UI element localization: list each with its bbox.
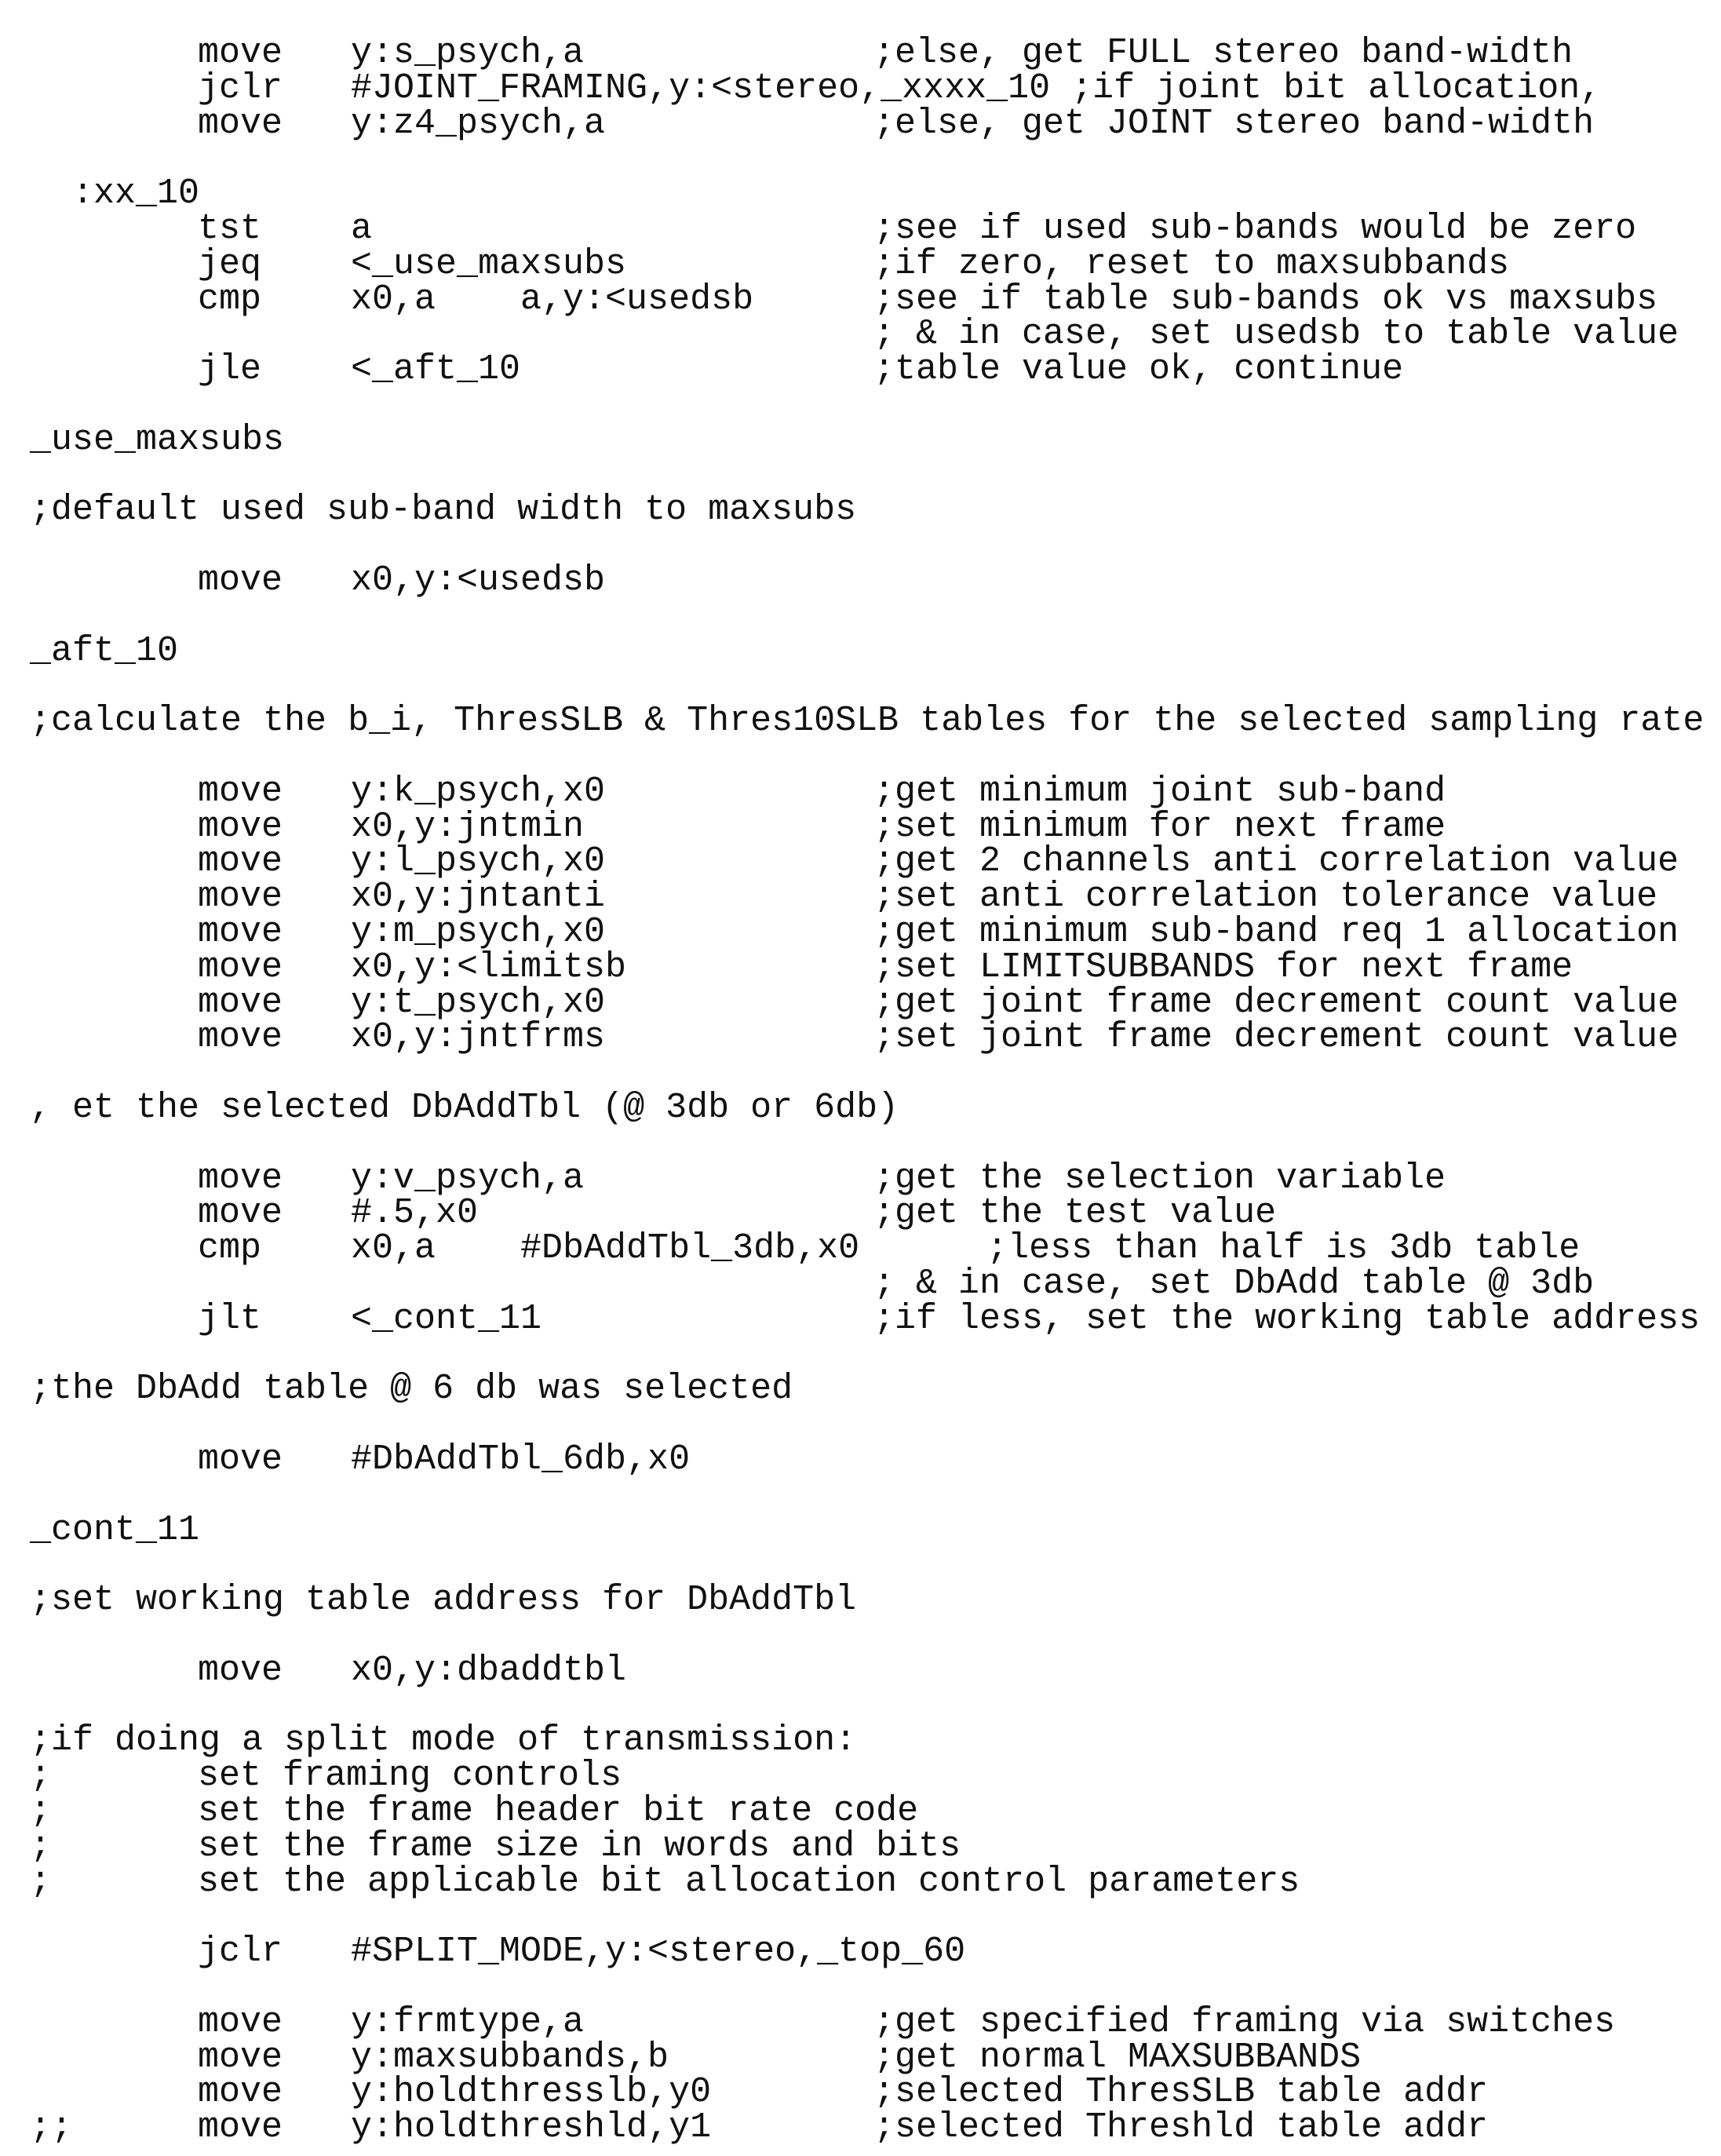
opcode: move: [198, 774, 283, 809]
opcode: move: [198, 985, 283, 1020]
code-line: [0, 809, 1721, 845]
operands: <_aft_10: [351, 352, 520, 387]
code-line: [0, 211, 1721, 246]
line-label: ;set working table address for DbAddTbl: [30, 1582, 856, 1618]
opcode: move: [198, 844, 283, 879]
operands: x0,y:dbaddtbl: [351, 1653, 626, 1688]
opcode: move: [198, 2110, 283, 2145]
opcode: move: [198, 1161, 283, 1196]
code-line: [0, 106, 1721, 141]
code-listing-page: [0, 0, 1721, 2156]
code-line: [0, 1371, 1721, 1406]
line-label: _cont_11: [30, 1512, 199, 1548]
line-comment: ;set minimum for next frame: [873, 809, 1446, 845]
code-line: [0, 1090, 1721, 1125]
line-label: ;default used sub-band width to maxsubs: [30, 492, 856, 527]
operands: y:s_psych,a: [351, 35, 584, 71]
opcode: move: [198, 106, 283, 141]
code-line: [0, 563, 1721, 598]
code-line: [0, 1653, 1721, 1688]
operands: y:t_psych,x0: [351, 985, 605, 1020]
opcode: move: [198, 1442, 283, 1477]
line-comment: ;get joint frame decrement count value: [873, 985, 1679, 1020]
code-line: [0, 1512, 1721, 1548]
opcode: move: [198, 2040, 283, 2075]
operands: x0,y:jntfrms: [351, 1020, 605, 1055]
line-label: _aft_10: [30, 633, 178, 669]
code-line: [0, 1758, 1721, 1793]
code-line: [0, 352, 1721, 387]
opcode: cmp: [198, 282, 261, 317]
opcode: set framing controls: [198, 1758, 622, 1793]
opcode: cmp: [198, 1231, 261, 1266]
code-line: [0, 1020, 1721, 1055]
line-comment: ;get 2 channels anti correlation value: [873, 844, 1679, 879]
line-label: ;;: [30, 2110, 72, 2145]
opcode: move: [198, 1653, 283, 1688]
opcode: jeq: [198, 246, 261, 282]
operands: y:maxsubbands,b: [351, 2040, 669, 2075]
code-line: [0, 35, 1721, 71]
code-line: [0, 1161, 1721, 1196]
line-comment: ;set joint frame decrement count value: [873, 1020, 1679, 1055]
line-comment: ;if less, set the working table address: [873, 1301, 1700, 1337]
opcode: jclr: [198, 71, 283, 106]
operands: x0,y:<limitsb: [351, 950, 626, 985]
opcode: move: [198, 879, 283, 914]
line-label: ;the DbAdd table @ 6 db was selected: [30, 1371, 793, 1406]
line-comment: ;selected ThresSLB table addr: [873, 2074, 1488, 2110]
operands: #DbAddTbl_6db,x0: [351, 1442, 690, 1477]
operands: #JOINT_FRAMING,y:<stereo,_xxxx_10 ;if joint bit allocation,: [351, 71, 1601, 106]
opcode: move: [198, 809, 283, 845]
line-comment: ;get normal MAXSUBBANDS: [873, 2040, 1361, 2075]
code-line: [0, 1582, 1721, 1618]
operands: y:frmtype,a: [351, 2005, 584, 2040]
opcode: move: [198, 2005, 283, 2040]
code-line: [0, 282, 1721, 317]
line-comment: ;if zero, reset to maxsubbands: [873, 246, 1509, 282]
code-line: [0, 1301, 1721, 1337]
code-line: [0, 1195, 1721, 1231]
line-comment: ;see if used sub-bands would be zero: [873, 211, 1636, 246]
line-comment: ;get minimum sub-band req 1 allocation: [873, 914, 1679, 950]
line-comment: ;see if table sub-bands ok vs maxsubs: [873, 282, 1657, 317]
opcode: move: [198, 1195, 283, 1231]
opcode: move: [198, 950, 283, 985]
code-line: [0, 2074, 1721, 2110]
operands: <_cont_11: [351, 1301, 541, 1337]
code-line: [0, 1829, 1721, 1864]
line-label: ;: [30, 1864, 51, 1899]
operands: <_use_maxsubs: [351, 246, 626, 282]
code-line: [0, 246, 1721, 282]
line-comment: ;get minimum joint sub-band: [873, 774, 1446, 809]
line-label: ;: [30, 1758, 51, 1793]
operands: y:holdthresslb,y0: [351, 2074, 711, 2110]
opcode: set the frame header bit rate code: [198, 1793, 918, 1829]
code-line: [0, 1723, 1721, 1758]
opcode: set the frame size in words and bits: [198, 1829, 961, 1864]
line-label: ;: [30, 1793, 51, 1829]
code-line: [0, 879, 1721, 914]
code-line: [0, 2040, 1721, 2075]
opcode: set the applicable bit allocation control parameters: [198, 1864, 1300, 1899]
code-line: [0, 2005, 1721, 2040]
code-line: [0, 2110, 1721, 2145]
operands: x0,y:jntmin: [351, 809, 584, 845]
code-line: [0, 1266, 1721, 1301]
line-label: :xx_10: [30, 176, 199, 211]
line-label: ;: [30, 1829, 51, 1864]
opcode: tst: [198, 211, 261, 246]
code-line: [0, 914, 1721, 950]
code-line: [0, 950, 1721, 985]
code-line: [0, 985, 1721, 1020]
line-comment: ;get specified framing via switches: [873, 2005, 1615, 2040]
opcode: move: [198, 914, 283, 950]
line-comment: ;get the selection variable: [873, 1161, 1446, 1196]
operands: #.5,x0: [351, 1195, 478, 1231]
operands: y:z4_psych,a: [351, 106, 605, 141]
operands: y:v_psych,a: [351, 1161, 584, 1196]
code-line: [0, 1231, 1721, 1266]
opcode: move: [198, 35, 283, 71]
operands: y:m_psych,x0: [351, 914, 605, 950]
code-line: [0, 1864, 1721, 1899]
code-line: [0, 1793, 1721, 1829]
operands: y:holdthreshld,y1: [351, 2110, 711, 2145]
code-line: [0, 633, 1721, 669]
operands: x0,a #DbAddTbl_3db,x0 ;less than half is 3db table: [351, 1231, 1580, 1266]
operands: a: [351, 211, 372, 246]
operands: x0,y:<usedsb: [351, 563, 605, 598]
line-comment: ;selected Threshld table addr: [873, 2110, 1488, 2145]
code-line: [0, 492, 1721, 527]
operands: x0,y:jntanti: [351, 879, 605, 914]
code-line: [0, 71, 1721, 106]
opcode: jle: [198, 352, 261, 387]
line-comment: ;set LIMITSUBBANDS for next frame: [873, 950, 1573, 985]
code-line: [0, 844, 1721, 879]
operands: #SPLIT_MODE,y:<stereo,_top_60: [351, 1934, 965, 1969]
code-line: [0, 422, 1721, 458]
code-line: [0, 774, 1721, 809]
line-label: ;if doing a split mode of transmission:: [30, 1723, 856, 1758]
code-line: [0, 1934, 1721, 1969]
opcode: move: [198, 563, 283, 598]
line-comment: ;else, get JOINT stereo band-width: [873, 106, 1594, 141]
line-comment: ; & in case, set DbAdd table @ 3db: [873, 1266, 1594, 1301]
opcode: jclr: [198, 1934, 283, 1969]
line-label: _use_maxsubs: [30, 422, 284, 458]
code-line: [0, 176, 1721, 211]
line-comment: ;table value ok, continue: [873, 352, 1403, 387]
opcode: move: [198, 1020, 283, 1055]
code-line: [0, 316, 1721, 352]
line-comment: ;else, get FULL stereo band-width: [873, 35, 1573, 71]
opcode: jlt: [198, 1301, 261, 1337]
operands: y:l_psych,x0: [351, 844, 605, 879]
line-label: ;calculate the b_i, ThresSLB & Thres10SLB tables for the selected sampling rate: [30, 703, 1704, 739]
line-label: , et the selected DbAddTbl (@ 3db or 6db): [30, 1090, 899, 1125]
code-line: [0, 703, 1721, 739]
opcode: move: [198, 2074, 283, 2110]
code-line: [0, 1442, 1721, 1477]
operands: y:k_psych,x0: [351, 774, 605, 809]
line-comment: ;get the test value: [873, 1195, 1276, 1231]
line-comment: ;set anti correlation tolerance value: [873, 879, 1657, 914]
line-comment: ; & in case, set usedsb to table value: [873, 316, 1679, 352]
operands: x0,a a,y:<usedsb: [351, 282, 753, 317]
